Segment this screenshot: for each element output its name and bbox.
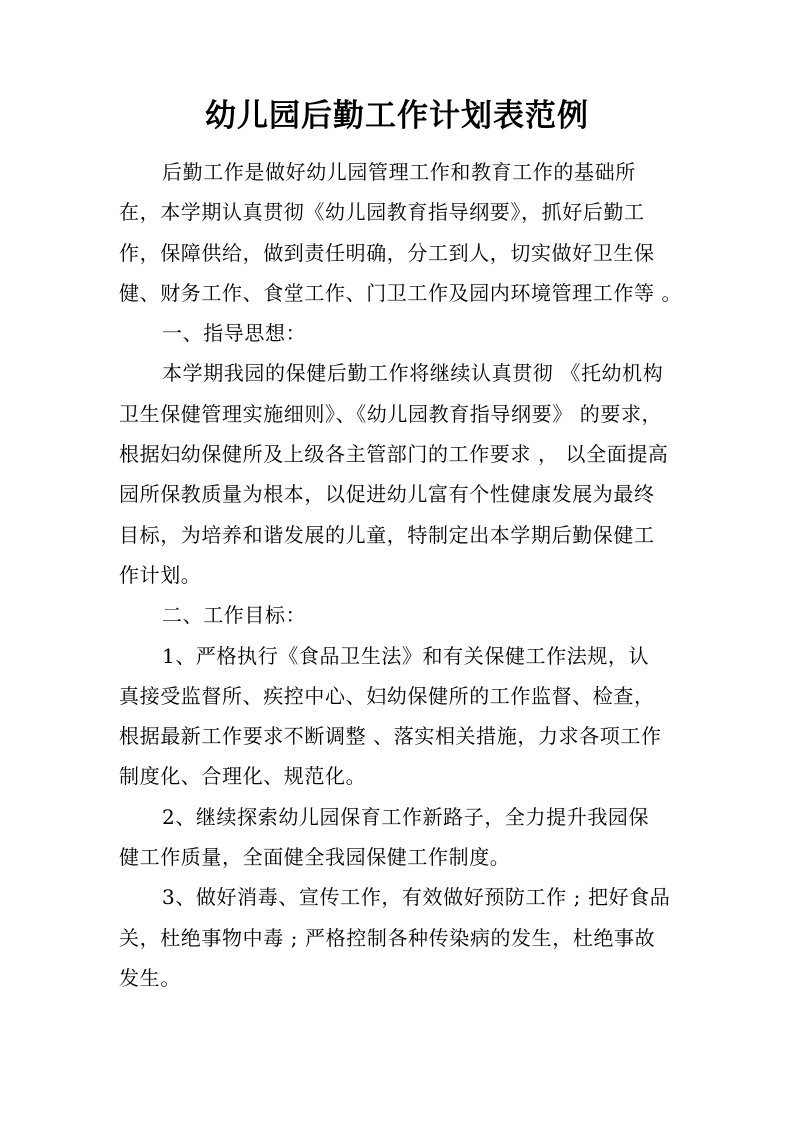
document-body <box>119 152 694 998</box>
paragraph-line: 作计划。 <box>119 562 202 587</box>
paragraph-line: 根据妇幼保健所及上级各主管部门的工作要求 ， 以全面提高 <box>119 442 669 467</box>
paragraph-line: 制度化、合理化、规范化。 <box>119 764 367 789</box>
paragraph-line: 卫生保健管理实施细则》、《幼儿园教育指导纲要》 的要求， <box>119 401 663 426</box>
paragraph-line: 本学期我园的保健后勤工作将继续认真贯彻 《托幼机构 <box>162 361 664 386</box>
paragraph-line: 发生。 <box>119 965 181 990</box>
paragraph-line: 3、做好消毒、宣传工作，有效做好预防工作 ; 把好食品 <box>162 885 671 910</box>
paragraph-line: 2、继续探索幼儿园保育工作新路子，全力提升我园保 <box>162 804 650 829</box>
paragraph-line: 真接受监督所、疾控中心、妇幼保健所的工作监督、检查， <box>119 683 655 708</box>
paragraph-line: 根据最新工作要求不断调整 、落实相关措施，力求各项工作 <box>119 724 662 749</box>
paragraph-line: 后勤工作是做好幼儿园管理工作和教育工作的基础所 <box>162 160 636 184</box>
section-heading: 一、指导思想： <box>162 321 307 346</box>
paragraph-line: 作，保障供给，做到责任明确，分工到人，切实做好卫生保 <box>119 240 655 265</box>
paragraph-line: 关，杜绝事物中毒 ; 严格控制各种传染病的发生，杜绝事故 <box>119 925 656 950</box>
paragraph-line: 1、严格执行《食品卫生法》和有关保健工作法规，认 <box>162 643 650 668</box>
paragraph-line: 健、财务工作、食堂工作、门卫工作及园内环境管理工作等 。 <box>119 280 683 305</box>
document-title: 幼儿园后勤工作计划表范例 <box>205 98 589 134</box>
paragraph-line: 园所保教质量为根本，以促进幼儿富有个性健康发展为最终 <box>119 482 655 507</box>
paragraph-line: 健工作质量，全面健全我园保健工作制度。 <box>119 845 511 870</box>
paragraph-line: 目标，为培养和谐发展的儿童，特制定出本学期后勤保健工 <box>119 522 655 547</box>
paragraph-line: 在，本学期认真贯彻《幼儿园教育指导纲要》，抓好后勤工 <box>119 200 645 225</box>
section-heading: 二、工作目标： <box>162 603 307 628</box>
